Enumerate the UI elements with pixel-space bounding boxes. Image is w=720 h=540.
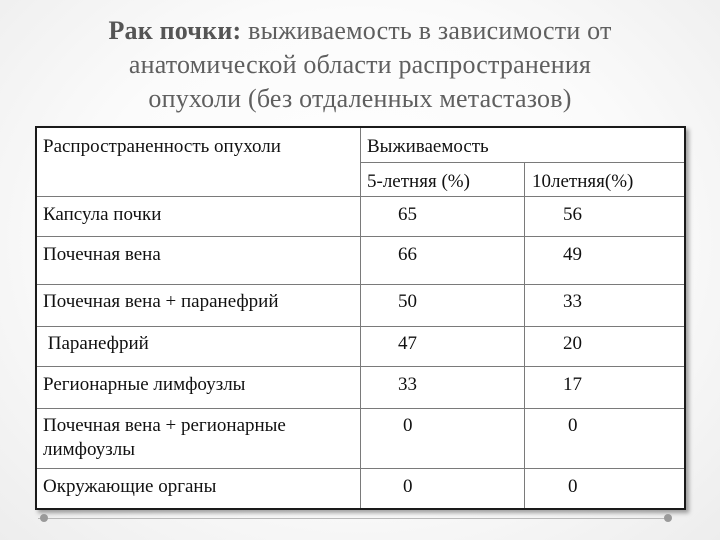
slide-title (40, 14, 680, 116)
row-label: Почечная вена + паранефрий (43, 291, 279, 312)
grid-hline-1 (37, 196, 684, 197)
row-label: Почечная вена + регионарные лимфоузлы (43, 415, 286, 460)
row-ten-year-value: 33 (563, 291, 582, 312)
grid-hline-7 (37, 468, 684, 469)
row-ten-year-value: 0 (568, 476, 578, 497)
title-line-1 (40, 14, 680, 48)
row-ten-year-value: 56 (563, 204, 582, 225)
row-ten-year-value: 49 (563, 244, 582, 265)
header-five-year: 5-летняя (%) (367, 171, 470, 192)
grid-hline-2 (37, 236, 684, 237)
decor-dot-right (664, 514, 672, 522)
grid-hline-sub (360, 162, 684, 163)
title-line-3: опухоли (без отдаленных метастазов) (148, 84, 572, 113)
decor-bottom-line (38, 518, 670, 519)
decor-dot-left (40, 514, 48, 522)
grid-hline-6 (37, 408, 684, 409)
row-five-year-value: 66 (398, 244, 417, 265)
header-spread: Распространенность опухоли (43, 136, 281, 157)
survival-table (35, 126, 686, 510)
row-label: Регионарные лимфоузлы (43, 374, 246, 395)
title-bold: Рак почки: (108, 16, 242, 45)
row-five-year-value: 0 (403, 476, 413, 497)
row-label: Почечная вена (43, 244, 161, 265)
row-label: Паранефрий (43, 333, 149, 354)
grid-vline-1 (360, 128, 361, 508)
grid-hline-4 (37, 326, 684, 327)
row-five-year-value: 50 (398, 291, 417, 312)
title-line-1-rest: выживаемость в зависимости от (241, 16, 612, 45)
row-label: Окружающие органы (43, 476, 217, 497)
row-ten-year-value: 20 (563, 333, 582, 354)
grid-hline-3 (37, 284, 684, 285)
row-ten-year-value: 17 (563, 374, 582, 395)
row-five-year-value: 33 (398, 374, 417, 395)
row-label: Капсула почки (43, 204, 162, 225)
row-ten-year-value: 0 (568, 415, 578, 436)
row-five-year-value: 0 (403, 415, 413, 436)
grid-vline-2 (524, 162, 525, 508)
row-five-year-value: 47 (398, 333, 417, 354)
title-line-2: анатомической области распространения (128, 50, 592, 79)
row-five-year-value: 65 (398, 204, 417, 225)
header-ten-year: 10летняя(%) (532, 171, 634, 192)
header-survival: Выживаемость (367, 136, 489, 157)
grid-hline-5 (37, 366, 684, 367)
